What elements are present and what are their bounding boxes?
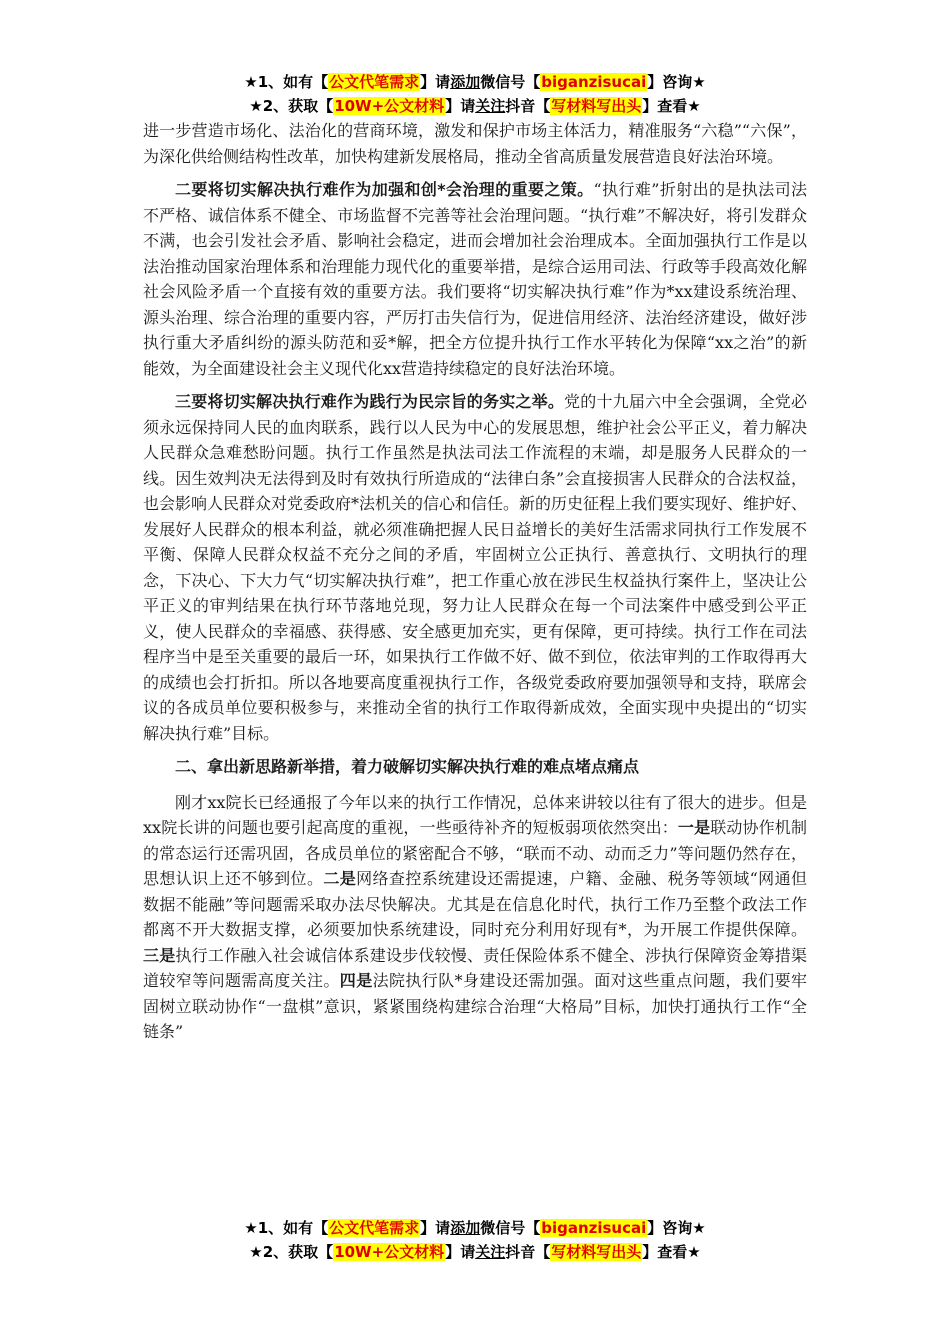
banner-text: 抖音【 — [505, 97, 551, 115]
paragraph-text: 执行工作融入社会诚信体系建设步伐较慢、责任保险体系不健全、涉执行保障资金筹措渠道较窄等问题需高度关注。 — [143, 945, 807, 990]
banner-highlight: 写材料写出头 — [551, 97, 642, 115]
paragraph-lead: 二要将切实解决执行难作为加强和创*会治理的重要之策。 — [175, 180, 594, 199]
paragraph — [143, 790, 807, 1045]
banner-underline: 添加 — [450, 73, 481, 91]
banner-text: 微信号【 — [480, 1219, 541, 1237]
banner-text: 】请 — [445, 97, 476, 115]
footer-banner — [0, 1216, 950, 1264]
banner-line-1 — [0, 1216, 950, 1240]
banner-highlight: 公文代笔需求 — [329, 1219, 420, 1237]
banner-highlight: biganzisucai — [541, 1219, 647, 1237]
banner-line-2 — [0, 94, 950, 118]
paragraph-lead: 三要将切实解决执行难作为践行为民宗旨的务实之举。 — [175, 392, 565, 411]
banner-text: 】咨询★ — [647, 73, 706, 91]
banner-text: 】查看★ — [642, 97, 701, 115]
paragraph-text: 党的十九届六中全会强调，全党必须永远保持同人民的血肉联系，践行以人民为中心的发展思想，维护社会公平正义，着力解决人民群众急难愁盼问题。执行工作虽然是执法司法工作流程的末端，却是服务人民群众的一线。因生效判决无法得到及时有效执行所造成的“法律白条”会直接损害人民群众的合法权益，也会影响人民群众对党委政府*法机关的信心和信任。新的历史征程上我们要实现好、维护好、发展好人民群众的根本利益，就必须准确把握人民日益增长的美好生活需求同执行工作发展不平衡、保障人民群众权益不充分之间的矛盾，牢固树立公正执行、善意执行、文明执行的理念，下决心、下大力气“切实解决执行难”，把工作重心放在涉民生权益执行案件上，坚决让公平正义的审判结果在执行环节落地兑现，努力让人民群众在每一个司法案件中感受到公平正义，使人民群众的幸福感、获得感、安全感更加充实，更有保障，更可持续。执行工作在司法程序当中是至关重要的最后一环，如果执行工作做不好、做不到位，依法审判的工作取得再大的成绩也会打折扣。所以各地要高度重视执行工作，各级党委政府要加强领导和支持，联席会议的各成员单位要积极参与，来推动全省的执行工作取得新成效，全面实现中央提出的“切实解决执行难”目标。 — [143, 392, 808, 743]
banner-text: 】咨询★ — [647, 1219, 706, 1237]
banner-highlight: 写材料写出头 — [551, 1243, 642, 1261]
banner-underline: 关注 — [475, 97, 506, 115]
header-banner — [0, 70, 950, 118]
banner-underline: 添加 — [450, 1219, 481, 1237]
list-marker: 三是 — [143, 945, 176, 965]
paragraph-text: 联动协作机制的常态运行还需巩固，各成员单位的紧密配合不够，“联而不动、动而乏力”等问题仍然存在，思想认识上还不够到位。 — [143, 818, 807, 888]
paragraph: 进一步营造市场化、法治化的营商环境，激发和保护市场主体活力，精准服务“六稳”“六保”，为深化供给侧结构性改革，加快构建新发展格局，推动全省高质量发展营造良好法治环境。 — [143, 121, 807, 166]
banner-text: 】请 — [445, 1243, 476, 1261]
banner-highlight: 10W+公文材料 — [334, 97, 445, 115]
banner-text: 】请 — [420, 1219, 451, 1237]
banner-text: ★2、获取【 — [249, 1243, 334, 1261]
banner-highlight: 公文代笔需求 — [329, 73, 420, 91]
list-marker: 二是 — [323, 869, 357, 888]
banner-line-2 — [0, 1240, 950, 1264]
section-heading: 二、拿出新思路新举措，着力破解切实解决执行难的难点堵点痛点 — [175, 757, 640, 776]
banner-text: ★1、如有【 — [244, 73, 329, 91]
banner-line-1 — [0, 70, 950, 94]
banner-highlight: 10W+公文材料 — [334, 1243, 445, 1261]
document-body — [143, 118, 807, 1053]
banner-text: 微信号【 — [480, 73, 541, 91]
banner-highlight: biganzisucai — [541, 73, 647, 91]
banner-text: ★1、如有【 — [244, 1219, 329, 1237]
paragraph — [143, 389, 807, 746]
banner-underline: 关注 — [475, 1243, 506, 1261]
banner-text: 】请 — [420, 73, 451, 91]
banner-text: 】查看★ — [642, 1243, 701, 1261]
paragraph — [143, 177, 807, 381]
paragraph-text: “执行难”折射出的是执法司法不严格、诚信体系不健全、市场监督不完善等社会治理问题。“执行难”不解决好，将引发群众不满，也会引发社会矛盾、影响社会稳定，进而会增加社会治理成本。全面加强执行工作是以法治推动国家治理体系和治理能力现代化的重要举措，是综合运用司法、行政等手段高效化解社会风险矛盾一个直接有效的重要方法。我们要将“切实解决执行难”作为*xx建设系统治理、源头治理、综合治理的重要内容，严厉打击失信行为，促进信用经济、法治经济建设，做好涉执行重大矛盾纠纷的源头防范和妥*解，把全方位提升执行工作水平转化为保障“xx之治”的新能效，为全面建设社会主义现代化xx营造持续稳定的良好法治环境。 — [143, 180, 807, 378]
list-marker: 一是 — [677, 818, 711, 837]
list-marker: 四是 — [339, 971, 373, 990]
paragraph-text: 网络查控系统建设还需提速，户籍、金融、税务等领域“网通但数据不能融”等问题需采取办法尽快解决。尤其是在信息化时代，执行工作乃至整个政法工作都离不开大数据支撑，必须要加快系统建设，同时充分利用好现有*，为开展工作提供保障。 — [143, 869, 807, 939]
paragraph-text: 刚才xx院长已经通报了今年以来的执行工作情况，总体来讲较以往有了很大的进步。但是xx院长讲的问题也要引起高度的重视，一些亟待补齐的短板弱项依然突出： — [143, 792, 807, 837]
banner-text: ★2、获取【 — [249, 97, 334, 115]
paragraph-text: 法院执行队*身建设还需加强。面对这些重点问题，我们要牢固树立联动协作“一盘棋”意识，紧紧围绕构建综合治理“大格局”目标，加快打通执行工作“全链条” — [143, 971, 807, 1041]
banner-text: 抖音【 — [505, 1243, 551, 1261]
